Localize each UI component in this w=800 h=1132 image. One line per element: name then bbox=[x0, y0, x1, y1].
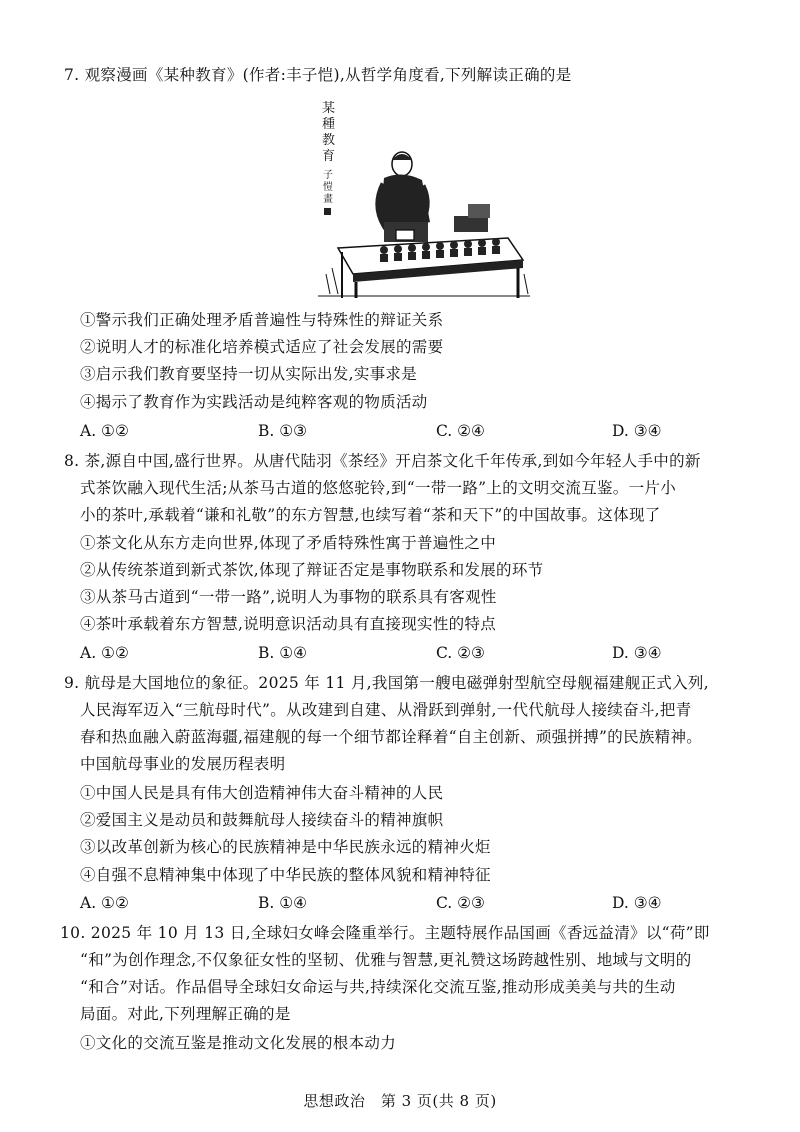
q9-choices bbox=[80, 890, 720, 917]
q7-option-4: ④揭示了教育作为实践活动是纯粹客观的物质活动 bbox=[80, 393, 428, 411]
q9-option-3: ③以改革创新为核心的民族精神是中华民族永远的精神火炬 bbox=[80, 838, 491, 856]
svg-text:種: 種 bbox=[322, 117, 336, 132]
question-8-stem: 8. 茶,源自中国,盛行世界。从唐代陆羽《茶经》开启茶文化千年传承,到如今年轻人手中的新 式茶饮融入现代生活;从茶马古道的悠悠驼铃,到“一带一路”上的文明交流互鉴。一片小 小的茶叶,承载着“谦和礼敬”的东方智慧,也续写着“茶和天下”的中国故事。这体现了 bbox=[64, 452, 701, 524]
q9-option-2: ②爱国主义是动员和鼓舞航母人接续奋斗的精神旗帜 bbox=[80, 811, 444, 829]
svg-text:某: 某 bbox=[322, 101, 336, 116]
q8-option-4: ④茶叶承载着东方智慧,说明意识活动具有直接现实性的特点 bbox=[80, 615, 497, 633]
q8-option-1: ①茶文化从东方走向世界,体现了矛盾特殊性寓于普遍性之中 bbox=[80, 534, 497, 552]
q9-choice-b: B. ①④ bbox=[258, 894, 308, 912]
q9-choice-d: D. ③④ bbox=[612, 894, 662, 912]
svg-text:子: 子 bbox=[323, 170, 333, 181]
question-9-stem: 9. 航母是大国地位的象征。2025 年 11 月,我国第一艘电磁弹射型航空母舰福建舰正式入列, 人民海军迈入“三航母时代”。从改建到自建、从滑跃到弹射,一代代航母人接续奋斗,把青 春和热血融入蔚蓝海疆,福建舰的每一个细节都诠释着“自主创新、顽强拼搏”的民族精神。 中国航母事业的发展历程表明 bbox=[64, 674, 709, 773]
q7-option-2: ②说明人才的标准化培养模式适应了社会发展的需要 bbox=[80, 338, 444, 356]
q7-choice-c: C. ②④ bbox=[436, 422, 485, 440]
svg-text:育: 育 bbox=[322, 149, 336, 164]
q9-choice-a: A. ①② bbox=[80, 894, 129, 912]
q8-choice-b: B. ①④ bbox=[258, 644, 308, 662]
q9-option-1: ①中国人民是具有伟大创造精神伟大奋斗精神的人民 bbox=[80, 784, 444, 802]
svg-text:畫: 畫 bbox=[323, 194, 333, 205]
comic-caption bbox=[322, 101, 335, 164]
comic-some-kind-of-education bbox=[318, 98, 530, 298]
q7-option-1: ①警示我们正确处理矛盾普遍性与特殊性的辩证关系 bbox=[80, 311, 444, 329]
q9-option-4: ④自强不息精神集中体现了中华民族的整体风貌和精神特征 bbox=[80, 866, 491, 884]
q7-choice-a: A. ①② bbox=[80, 422, 129, 440]
q8-choice-a: A. ①② bbox=[80, 644, 129, 662]
q7-choices bbox=[80, 418, 720, 445]
q10-option-1: ①文化的交流互鉴是推动文化发展的根本动力 bbox=[80, 1034, 397, 1052]
question-10-stem: 10. 2025 年 10 月 13 日,全球妇女峰会隆重举行。主题特展作品国画《香远益清》以“荷”即 “和”为创作理念,不仅象征女性的坚韧、优雅与智慧,更礼赞这场跨越性别、地域与文明的 “和合”对话。作品倡导全球妇女命运与共,持续深化交流互鉴,推动形成美美与共的生动 局面。对此,下列理解正确的是 bbox=[60, 924, 710, 1023]
q8-choice-d: D. ③④ bbox=[612, 644, 662, 662]
q8-choice-c: C. ②③ bbox=[436, 644, 485, 662]
q8-option-3: ③从茶马古道到“一带一路”,说明人为事物的联系具有客观性 bbox=[80, 588, 497, 606]
question-7-stem: 7. 观察漫画《某种教育》(作者:丰子恺),从哲学角度看,下列解读正确的是 bbox=[64, 66, 572, 84]
q8-choices bbox=[80, 640, 720, 667]
q7-option-3: ③启示我们教育要坚持一切从实际出发,实事求是 bbox=[80, 365, 418, 383]
q7-choice-d: D. ③④ bbox=[612, 422, 662, 440]
q8-option-2: ②从传统茶道到新式茶饮,体现了辩证否定是事物联系和发展的环节 bbox=[80, 561, 544, 579]
q7-choice-b: B. ①③ bbox=[258, 422, 308, 440]
page-footer: 思想政治 第 3 页(共 8 页) bbox=[303, 1092, 497, 1110]
svg-text:愷: 愷 bbox=[323, 182, 333, 193]
q9-choice-c: C. ②③ bbox=[436, 894, 485, 912]
svg-text:教: 教 bbox=[322, 133, 336, 148]
comic-signature bbox=[323, 169, 333, 205]
